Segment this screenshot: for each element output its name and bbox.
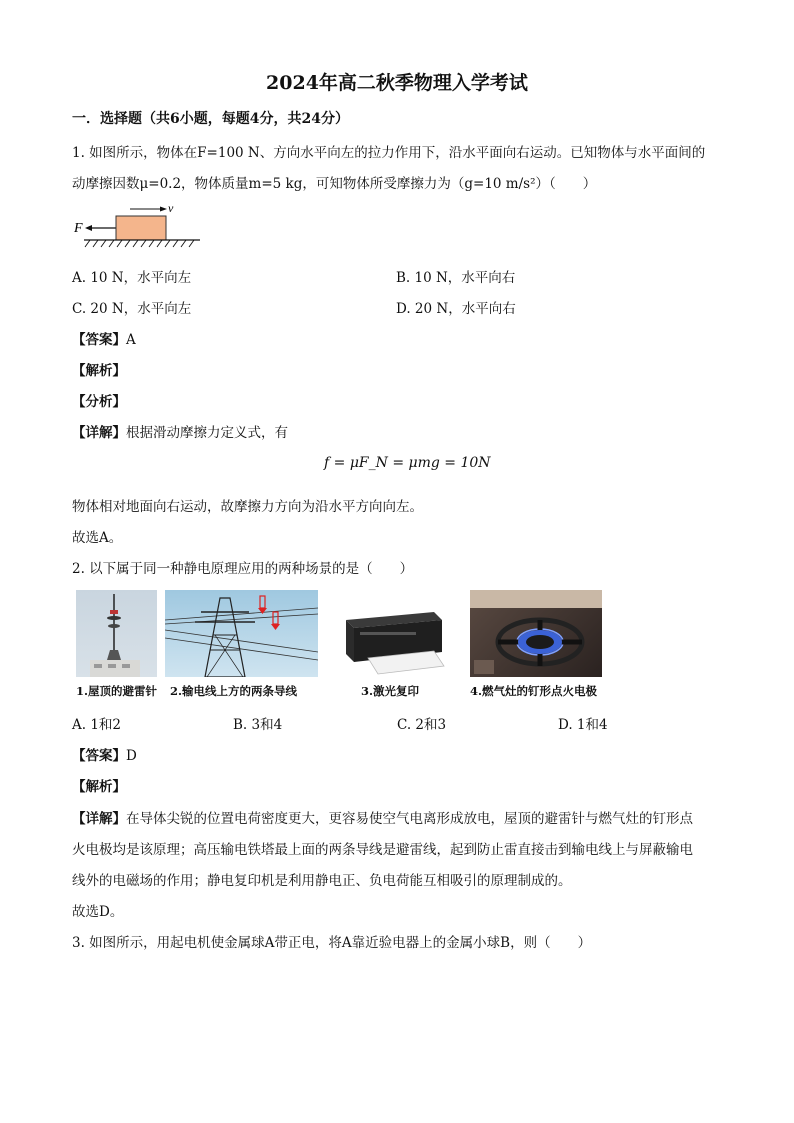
photo-caption-4: 4.燃气灶的钉形点火电极 [470,684,598,698]
q1-option-a: A. 10 N，水平向左 [72,270,192,286]
q1-jiexi-tag: 【解析】 [72,363,126,379]
photo-caption-2: 2.输电线上方的两条导线 [170,684,298,698]
q1-stem-line1: 1. 如图所示，物体在F=100 N、方向水平向左的拉力作用下，沿水平面向右运动。已知物体与水平面间的 [72,145,706,161]
block [116,216,166,240]
q1-formula [324,455,491,471]
q1-answer: 【答案】A [72,332,136,348]
formula-text: f = μF_N = μmg = 10N [324,455,491,471]
ground-hatch [85,240,194,247]
q2-option-c: C. 2和3 [397,717,447,733]
q2-jiexi-tag: 【解析】 [72,779,126,795]
q1-choice: 故选A。 [72,530,123,546]
q2-detail-line3: 线外的电磁场的作用；静电复印机是利用静电正、负电荷能互相吸引的原理制成的。 [72,873,572,889]
q2-stem: 2. 以下属于同一种静电原理应用的两种场景的是（ ） [72,561,414,577]
photo-caption-1: 1.屋顶的避雷针 [76,684,158,698]
q2-detail-line2: 火电极均是该原理；高压输电铁塔最上面的两条导线是避雷线，起到防止雷直接击到输电线上与屏蔽输电 [72,842,693,858]
q1-option-d: D. 20 N，水平向右 [396,301,516,317]
photo-gas-stove [470,590,602,677]
q1-block-figure [70,198,210,253]
photo-laser-printer [338,590,450,677]
photo-caption-3: 3.激光复印 [361,684,420,698]
q2-detail-line1: 【详解】在导体尖锐的位置电荷密度更大，更容易使空气电离形成放电，屋顶的避雷针与燃气灶的钉形点 [72,811,693,827]
q2-option-b: B. 3和4 [233,717,283,733]
photo-power-tower [165,590,318,677]
q1-option-c: C. 20 N，水平向左 [72,301,192,317]
q1-option-b: B. 10 N，水平向右 [396,270,516,286]
photo-lightning-rod [76,590,157,677]
q1-stem-line2: 动摩擦因数μ=0.2，物体质量m=5 kg，可知物体所受摩擦力为（g=10 m/s²）（ ） [72,176,597,192]
q1-detail: 【详解】根据滑动摩擦力定义式，有 [72,425,288,441]
page-title: 2024年高二秋季物理入学考试 [266,72,528,94]
force-label: F [74,221,83,236]
q2-answer: 【答案】D [72,748,137,764]
section-heading: 一．选择题（共6小题，每题4分，共24分） [72,111,349,127]
q1-conclusion: 物体相对地面向右运动，故摩擦力方向为沿水平方向向左。 [72,499,423,515]
q1-fenxi-tag: 【分析】 [72,394,126,410]
q2-option-d: D. 1和4 [558,717,608,733]
velocity-label: v [168,201,174,215]
q2-choice: 故选D。 [72,904,124,920]
q2-option-a: A. 1和2 [72,717,122,733]
q3-stem: 3. 如图所示，用起电机使金属球A带正电，将A靠近验电器上的金属小球B，则（ ） [72,935,592,951]
